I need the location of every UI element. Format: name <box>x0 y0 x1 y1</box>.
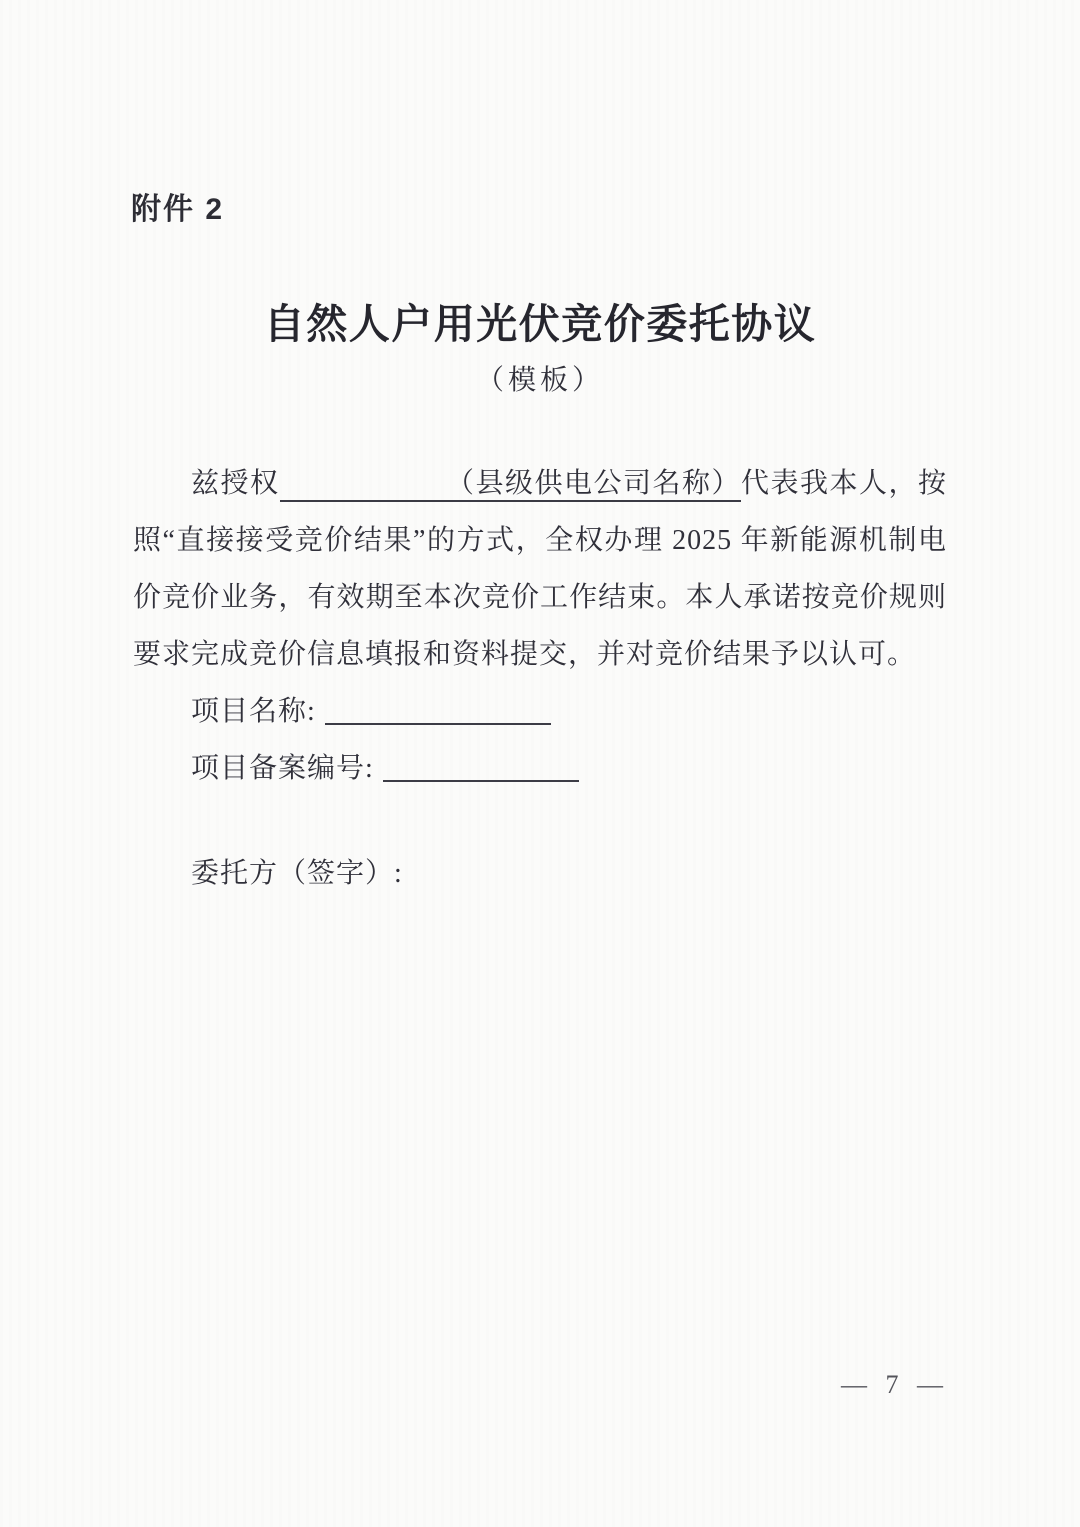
authorize-suffix-text: 代表我本人，按 <box>740 468 947 499</box>
document-title: 自然人户用光伏竞价委托协议 <box>263 301 817 347</box>
signature-row <box>133 845 947 902</box>
authorization-paragraph <box>133 455 947 902</box>
paragraph-line-3: 价竞价业务，有效期至本次竞价工作结束。本人承诺按竞价规则 <box>133 582 947 613</box>
company-name-note: （县级供电公司名称） <box>445 468 741 499</box>
paragraph-line-1 <box>133 455 947 512</box>
project-record-blank <box>383 780 579 782</box>
project-record-label: 项目备案编号: <box>191 753 374 784</box>
authorized-company-underline <box>280 468 741 502</box>
project-name-row <box>133 683 947 740</box>
page-number: — 7 — <box>841 1370 949 1399</box>
document-subtitle: （模板） <box>475 365 604 396</box>
project-name-label: 项目名称: <box>191 696 316 727</box>
project-name-blank <box>325 723 551 725</box>
project-record-row <box>133 740 947 797</box>
paragraph-line-2: 照“直接接受竞价结果”的方式，全权办理 2025 年新能源机制电 <box>133 525 947 556</box>
signature-label: 委托方（签字）: <box>191 858 403 889</box>
authorize-prefix-text: 兹授权 <box>191 468 280 499</box>
vertical-spacer <box>133 797 947 845</box>
attachment-label: 附件 2 <box>131 193 225 226</box>
paragraph-line-4: 要求完成竞价信息填报和资料提交，并对竞价结果予以认可。 <box>133 639 917 670</box>
